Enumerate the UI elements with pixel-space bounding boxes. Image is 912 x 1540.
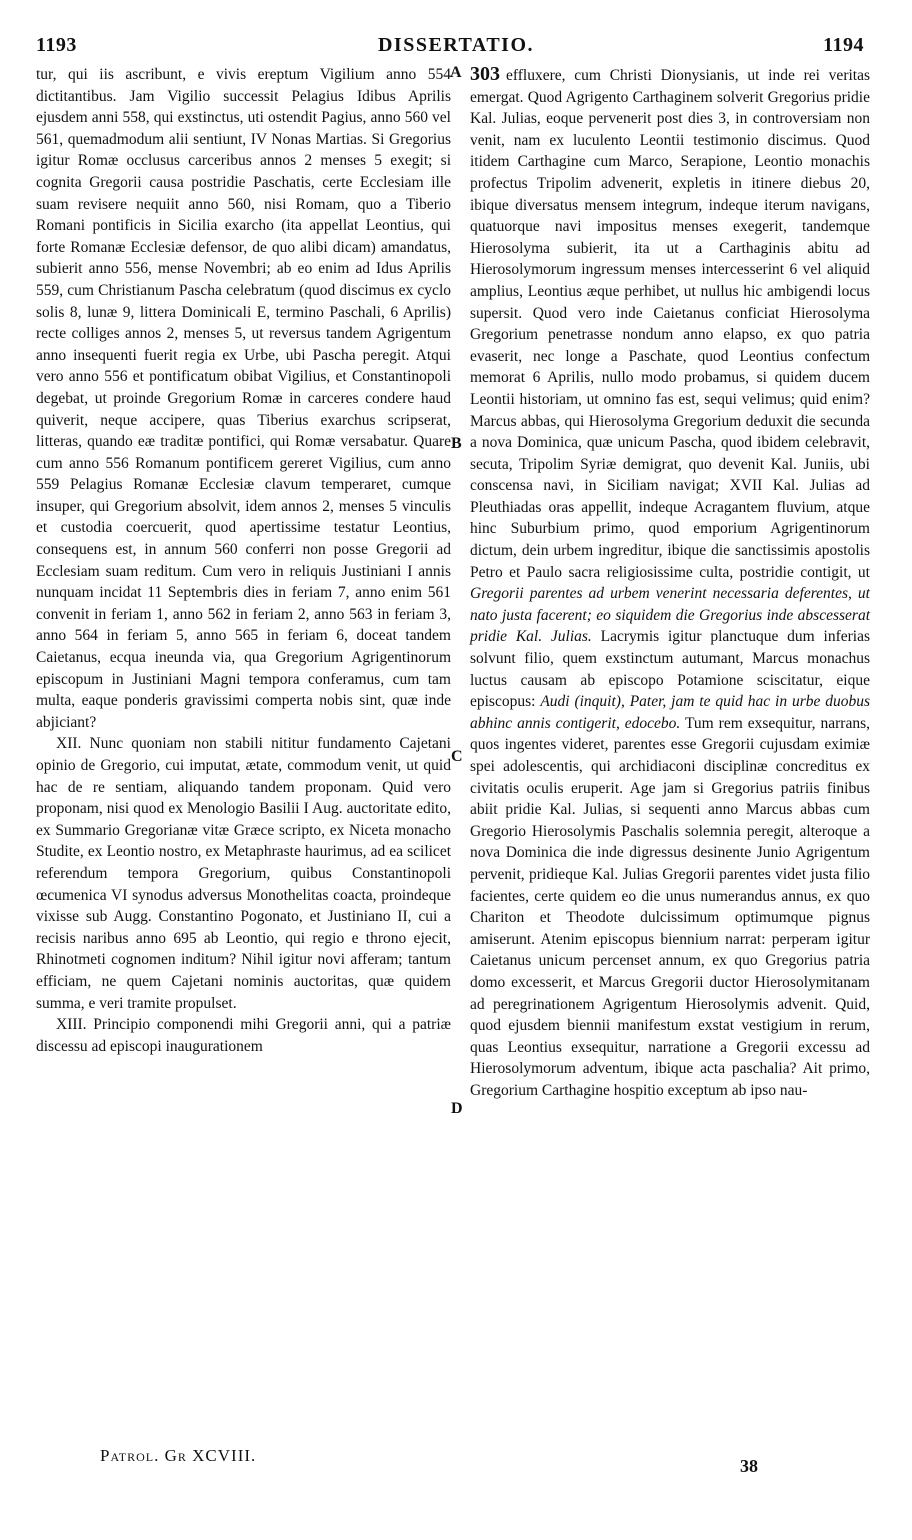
column-number: 303 — [470, 63, 500, 85]
right-page-number: 1194 — [823, 34, 864, 56]
footer-signature: 38 — [740, 1456, 758, 1476]
left-column — [36, 64, 451, 1057]
left-page-number: 1193 — [36, 34, 77, 56]
right-text-3: Tum rem exsequitur, narrans, quos ingentes videret, parentes esse Gregorii cujusdam eximiæ spei adolescentis, qui archidiaconi disciplinæ concreditus ex civitatis oculis eruperit. Age jam si Gregorius patriis finibus abiit pridie Kal. Julias, si sequenti anno Marcus abbas cum Gregorio Hierosolymis Paschalis solemnia peregit, alteroque a nova Dominica die inde digressus desinente Junio Agrigentum pervenit, pridieque Kal. Julias Gregorii parentes videt justa filio facientes, certe quidem eo die unus numerandus annus, ex quo Chariton et Theodote dulcissimum optimumque pignus amiserunt. Atenim episcopus biennium narrat: perperam igitur Caietanus unicum percenset annum, ex quo Gregorius patria domo excesserit, et Marcus Gregorii ductor Hierosolymitanam ad peregrinationem Agrigentum Hierosolymis advenit. Quid, quod ejusdem biennii manifestum exstat vestigium in rerum, quas Leontius exsequitur, narratione a Gregorii excessu ad Hierosolymorum adventum, ibique acta paschalia? Ait primo, Gregorium Carthagine hospitio exceptum ab ipso nau- — [470, 714, 870, 1099]
section-xii-paragraph: XII. Nunc quoniam non stabili nititur fundamento Cajetani opinio de Gregorio, cui imputat, ætate, commodum venit, ut quid hac de re sentiam, aliquando tandem proponam. Quid vero proponam, nisi quod ex Menologio Basilii I Aug. auctoritate edito, ex Summario Gregorianæ vitæ Græce scripto, ex Niceta monacho Studite, ex Leontio nostro, ex Metaphraste haurimus, ad ea scilicet referendum tempora Gregorium, quibus Constantinopoli œcumenica VI synodus adversus Monothelitas coacta, proindeque vixisse sub Augg. Constantino Pogonato, et Justiniano II, cui a recisis naribus anno 695 ab Leontio, qui regio e throno ejecit, Rhinotmeti cognomen inditum? Nihil igitur novi afferam; tantum efficiam, ne quem Cajetani nominis auctoritas, quæ quidem summa, e veri tramite propulset. — [36, 735, 451, 1012]
margin-letter-b: B — [451, 435, 462, 452]
right-text-1: effluxere, cum Christi Dionysianis, ut inde rei veritas emergat. Quod Agrigento Carthaginem solverit Gregorius pridie Kal. Julias, eoque pervenerit post dies 3, in controversiam non venit, nam ex luculento Leontii testimonio discimus. Quod itidem Carthagine cum Marco, Serapione, Leontio monachis profectus Tripolim advenerit, expletis in itinere diebus 20, ibique diversatus mensem integrum, indeque iterum navigans, quatuorque navi impositus menses exegerit, tandemque Hierosolyma subierit, ita ut a Carthaginis abitu ad Hierosolymorum ingressum menses intercesserint 6 vel aliquid amplius, Leontius æque perhibet, ut nullus hic ambigendi locus supersit. Quod vero inde Caietanus conficiat Hierosolyma Gregorium penetrasse nondum anno elapso, ex quo patria evaserit, nec longe a Paschate, quod Leontius confectum memorat 6 Aprilis, nullo modo probamus, si quidem ducem Leontii historiam, ut omnino fas est, sequi velimus; quid enim? Marcus abbas, qui Hierosolyma Gregorium deduxit die secunda a nova Dominica, quæ unicum Pascha, quod ibidem celebravit, secuta, Tripolim Syriæ demigrat, quo devenit Kal. Juniis, ubi conscensa navi, in Siciliam navigat; XVII Kal. Julias ad Pleuthiadas oras appellit, indeque Acragantem fluvium, atque hinc Suburbium primo, quod emporium Agrigentinorum dictum, dein urbem ingreditur, ibique die sanctissimis apostolis Petro et Paulo sacra religiosissime culta, postridie contigit, ut — [470, 67, 870, 581]
right-italic-quote-2: Audi (inquit), Pater, jam te quid hac in urbe duobus abhinc annis contigerit, edocebo. — [470, 693, 871, 732]
margin-letter-d: D — [451, 1100, 463, 1117]
right-paragraph — [470, 64, 870, 1102]
left-paragraph-1: tur, qui iis ascribunt, e vivis ereptum Vigilium anno 554 dictitantibus. Jam Vigilio successit Pelagius Idibus Aprilis ejusdem anni 558, qui exstinctus, uti ostendit Pagius, anno 560 vel 561, quemadmodum alii sentiunt, IV Nonas Martias. Si Gregorius igitur Romæ occlusus carceribus annos 2 menses 5 exegit; si cognita Gregorii causa postridie Paschatis, certe Ecclesiam ille suam revisere nequiit anno 560, nisi Romam, quo a Tiberio Romani pontificis in Sicilia exarcho (ita appellat Leontius, qui forte Romanæ Ecclesiæ defensor, de quo alibi dicam) amandatus, subierit anno 556, mense Novembri; ab eo enim ad Idus Aprilis 559, cum Christianum Pascha celebratum (quod discimus ex cyclo solis 8, lunæ 9, littera Dominicali E, termino Paschali, 6 Aprilis) recte colliges annos 2, menses 5, ut reversus tandem Agrigentum anno insequenti fuerit regia ex Urbe, ubi Pascha peregit. Atqui vero anno 556 et pontificatum obibat Vigilius, et Constantinopoli degebat, ut proinde Gregorium Romæ in carceres condere haud quiverit, neque accipere, quas Tiberius exarchus scripserat, litteras, quando eæ traditæ pontifici, qui Romæ versabatur. Quare cum anno 556 Romanum pontificem gereret Vigilius, cum anno 559 Pelagius Romanæ Ecclesiæ clavum temperaret, cumque insuper, qui Gregorium absolvit, idem annos 2, menses 5 vinculis et custodia coercuerit, quod apertissime testatur Leontius, consequens est, in annum 560 conferri non posse Gregorii ad Ecclesiam suam reditum. Cum vero in reliquis Justiniani I annis nunquam incidat 11 Septembris dies in feriam 7, anno enim 561 convenit in feriam 1, anno 562 in feriam 2, anno 563 in feriam 3, anno 564 in feriam 5, anno 565 in feriam 6, doceat tandem Caietanus, ecqua ineunda via, qua Gregorium Agrigentinorum episcopum in Justiniani Magni tempora conferamus, cum tam multa, eaque ponderis gravissimi comperta nobis sint, quæ inde abjiciant? — [36, 66, 451, 731]
footer-series: Patrol. Gr XCVIII. — [100, 1446, 257, 1465]
running-title: DISSERTATIO. — [377, 34, 535, 56]
right-column — [470, 64, 870, 1102]
margin-letter-c: C — [451, 748, 463, 765]
margin-letter-a: A — [450, 64, 462, 81]
right-text-2: Lacrymis igitur planctuque dum inferias solvunt filio, quem exstinctum autumant, Marcus monachus luctus causam ab episcopo Potamione sciscitatur, eique episcopus: — [470, 628, 870, 711]
right-italic-quote-1: Gregorii parentes ad urbem venerint necessaria deferentes, ut nato justa facerent; eo siquidem die Gregorius inde abscesserat pridie Kal. Julias. — [470, 585, 870, 646]
section-xiii-paragraph: XIII. Principio componendi mihi Gregorii anni, qui a patriæ discessu ad episcopi inaugurationem — [36, 1016, 451, 1055]
